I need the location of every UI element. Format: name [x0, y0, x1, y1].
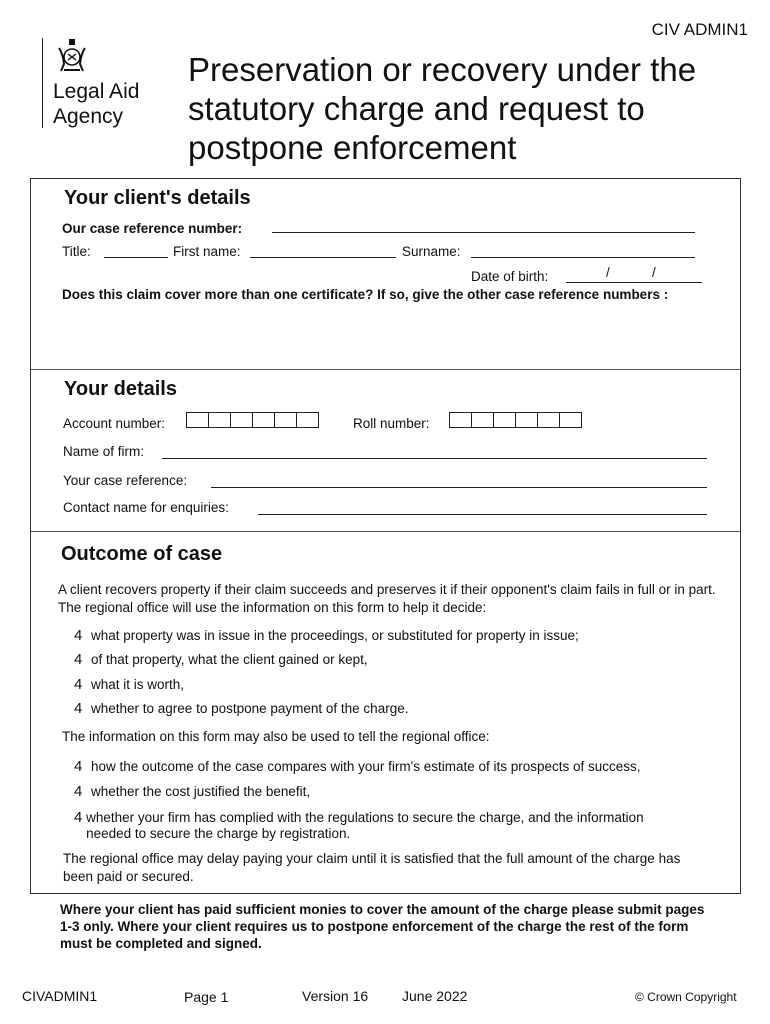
case-ref-label: Our case reference number:	[62, 221, 243, 236]
royal-crest-icon	[55, 38, 89, 74]
first-name-field[interactable]	[250, 257, 396, 258]
roll-number-label: Roll number:	[353, 416, 430, 431]
footer-page-number: Page 1	[184, 989, 229, 1005]
list-item: 4 whether to agree to postpone payment of the charge.	[74, 700, 409, 717]
firm-name-field[interactable]	[162, 458, 707, 459]
your-case-ref-field[interactable]	[211, 487, 707, 488]
bullet-icon: 4	[74, 783, 83, 800]
logo-text-line2: Agency	[53, 105, 124, 128]
list-item: 4 of that property, what the client gained or kept,	[74, 651, 368, 668]
footer-date: June 2022	[402, 988, 468, 1004]
list-item: 4 whether your firm has complied with the regulations to secure the charge, and the information needed to secure the charge by registration.	[74, 809, 644, 841]
contact-name-label: Contact name for enquiries:	[63, 500, 229, 515]
form-box	[30, 178, 741, 894]
logo-text-line1: Legal Aid	[53, 80, 140, 103]
title-label: Title:	[62, 244, 91, 259]
bullet-icon: 4	[74, 651, 83, 668]
bullet-icon: 4	[74, 676, 83, 693]
submission-note: Where your client has paid sufficient monies to cover the amount of the charge please submit pages 1-3 only. Where your client requires us to postpone enforcement of the charge the rest of the form must be completed and signed.	[60, 902, 705, 951]
list-item: 4 whether the cost justified the benefit,	[74, 783, 311, 800]
dob-label: Date of birth:	[471, 269, 549, 284]
your-details-heading: Your details	[64, 378, 177, 400]
outcome-delay-text: The regional office may delay paying your claim until it is satisfied that the full amount of the charge has been paid or secured.	[63, 851, 681, 884]
bullet-icon: 4	[74, 758, 83, 775]
footer-version: Version 16	[302, 988, 369, 1004]
outcome-heading: Outcome of case	[61, 543, 223, 565]
section-divider	[31, 369, 740, 370]
outcome-intro: A client recovers property if their claim succeeds and preserves it if their opponent's claim fails in full or in part. The regional office will use the information on this form to help it decide:	[58, 582, 716, 615]
your-case-ref-label: Your case reference:	[63, 473, 188, 488]
roll-number-boxes[interactable]	[449, 412, 581, 428]
outcome-also-text: The information on this form may also be used to tell the regional office:	[62, 729, 490, 744]
surname-label: Surname:	[402, 244, 461, 259]
multi-certificate-question: Does this claim cover more than one certificate? If so, give the other case reference numbers :	[62, 287, 669, 302]
list-item: 4 how the outcome of the case compares with your firm's estimate of its prospects of success,	[74, 758, 641, 775]
footer-copyright: © Crown Copyright	[635, 990, 737, 1004]
bullet-icon: 4	[74, 627, 83, 644]
form-code: CIV ADMIN1	[651, 20, 748, 39]
account-number-label: Account number:	[63, 416, 166, 431]
list-item: 4 what property was in issue in the proceedings, or substituted for property in issue;	[74, 627, 579, 644]
section-divider	[31, 531, 740, 532]
bullet-icon: 4	[74, 700, 83, 717]
title-field[interactable]	[104, 257, 168, 258]
case-ref-field[interactable]	[272, 232, 695, 233]
dob-field[interactable]	[566, 282, 702, 283]
footer-form-code: CIVADMIN1	[22, 988, 98, 1004]
first-name-label: First name:	[173, 244, 241, 259]
dob-separator-1: /	[606, 265, 610, 280]
list-item: 4 what it is worth,	[74, 676, 185, 693]
dob-separator-2: /	[652, 265, 656, 280]
page-title: Preservation or recovery under the statutory charge and request to postpone enforcement	[188, 51, 697, 166]
surname-field[interactable]	[471, 257, 695, 258]
account-number-boxes[interactable]	[186, 412, 318, 428]
firm-name-label: Name of firm:	[63, 444, 145, 459]
client-details-heading: Your client's details	[64, 187, 251, 209]
contact-name-field[interactable]	[258, 514, 707, 515]
agency-logo	[42, 38, 178, 128]
bullet-icon: 4	[74, 809, 83, 826]
